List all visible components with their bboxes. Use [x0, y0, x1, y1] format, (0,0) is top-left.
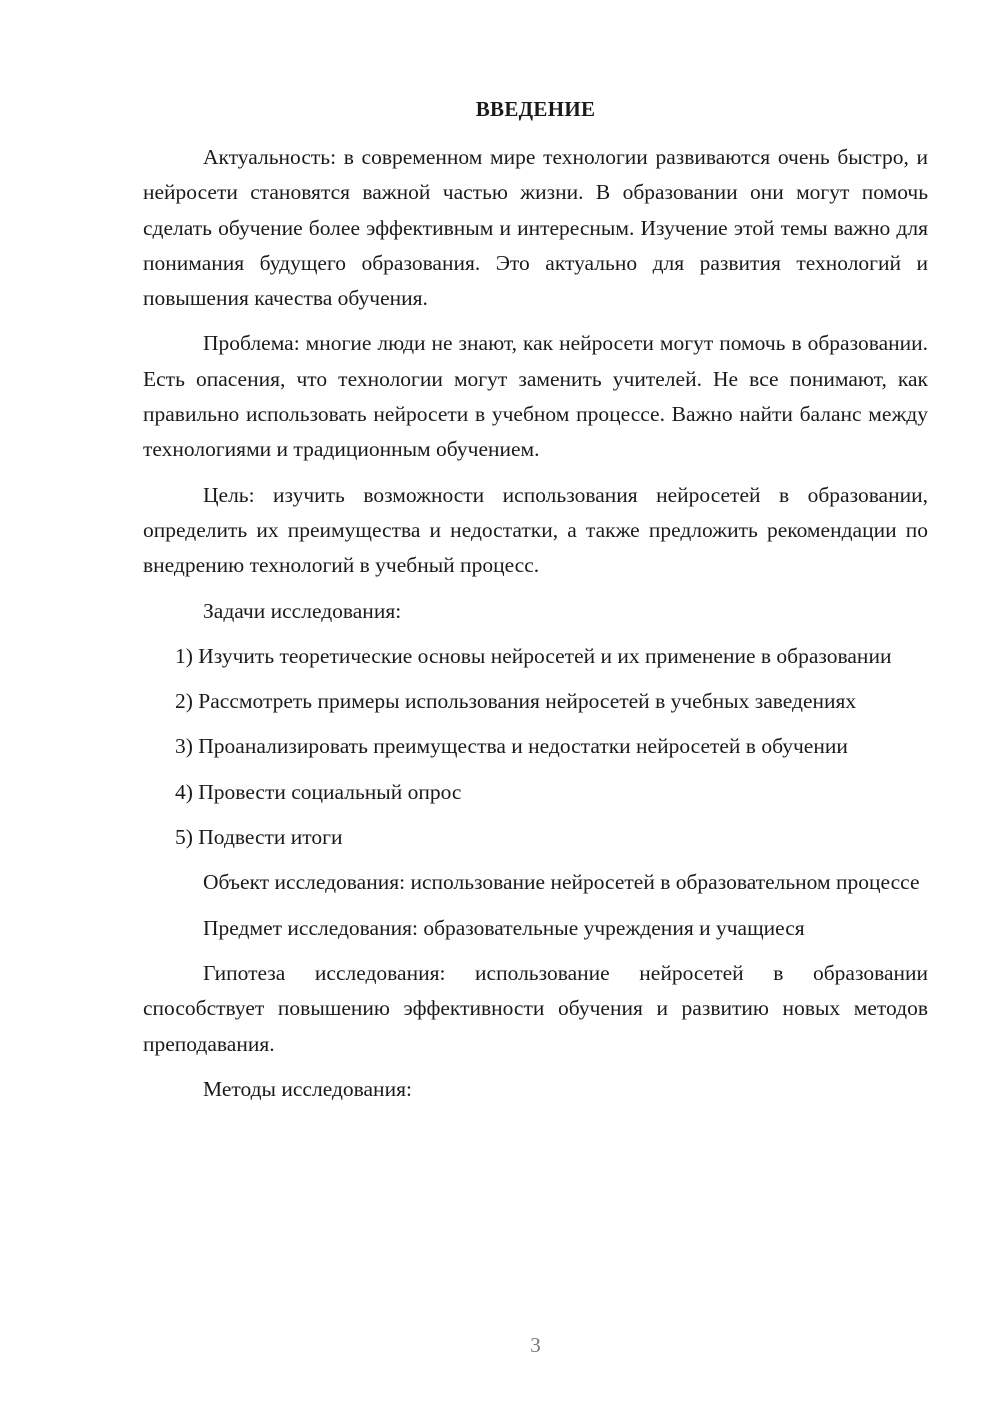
- methods-heading: Методы исследования:: [203, 1076, 412, 1101]
- task-item: 3) Проанализировать преимущества и недостатки нейросетей в обучении: [175, 734, 848, 759]
- tasks-heading: Задачи исследования:: [203, 598, 402, 623]
- problem-paragraph: Проблема: многие люди не знают, как нейросети могут помочь в образовании. Есть опасения, что технологии могут заменить учителей. Не все понимают, как правильно использовать нейросети в учебном процессе. Важно найти баланс между технологиями и традиционным обучением.: [143, 331, 928, 462]
- task-item: 4) Провести социальный опрос: [175, 779, 462, 804]
- page-number: 3: [530, 1333, 541, 1357]
- task-item: 2) Рассмотреть примеры использования нейросетей в учебных заведениях: [175, 689, 857, 714]
- document-page: [143, 0, 928, 1414]
- subject-paragraph: Предмет исследования: образовательные учреждения и учащиеся: [203, 915, 805, 940]
- task-item: 1) Изучить теоретические основы нейросетей и их применение в образовании: [175, 643, 892, 668]
- document-body: [143, 140, 928, 1117]
- relevance-paragraph: Актуальность: в современном мире технологии развиваются очень быстро, и нейросети становятся важной частью жизни. В образовании они могут помочь сделать обучение более эффективным и интересным. Изучение этой темы важно для понимания будущего образования. Это актуально для развития технологий и повышения качества обучения.: [143, 145, 928, 311]
- task-item: 5) Подвести итоги: [175, 825, 343, 850]
- page-title: ВВЕДЕНИЕ: [475, 97, 596, 121]
- goal-paragraph: Цель: изучить возможности использования нейросетей в образовании, определить их преимущества и недостатки, а также предложить рекомендации по внедрению технологий в учебный процесс.: [143, 482, 928, 578]
- hypothesis-paragraph: Гипотеза исследования: использование нейросетей в образовании способствует повышению эффективности обучения и развитию новых методов преподавания.: [143, 960, 928, 1056]
- object-paragraph: Объект исследования: использование нейросетей в образовательном процессе: [203, 870, 920, 895]
